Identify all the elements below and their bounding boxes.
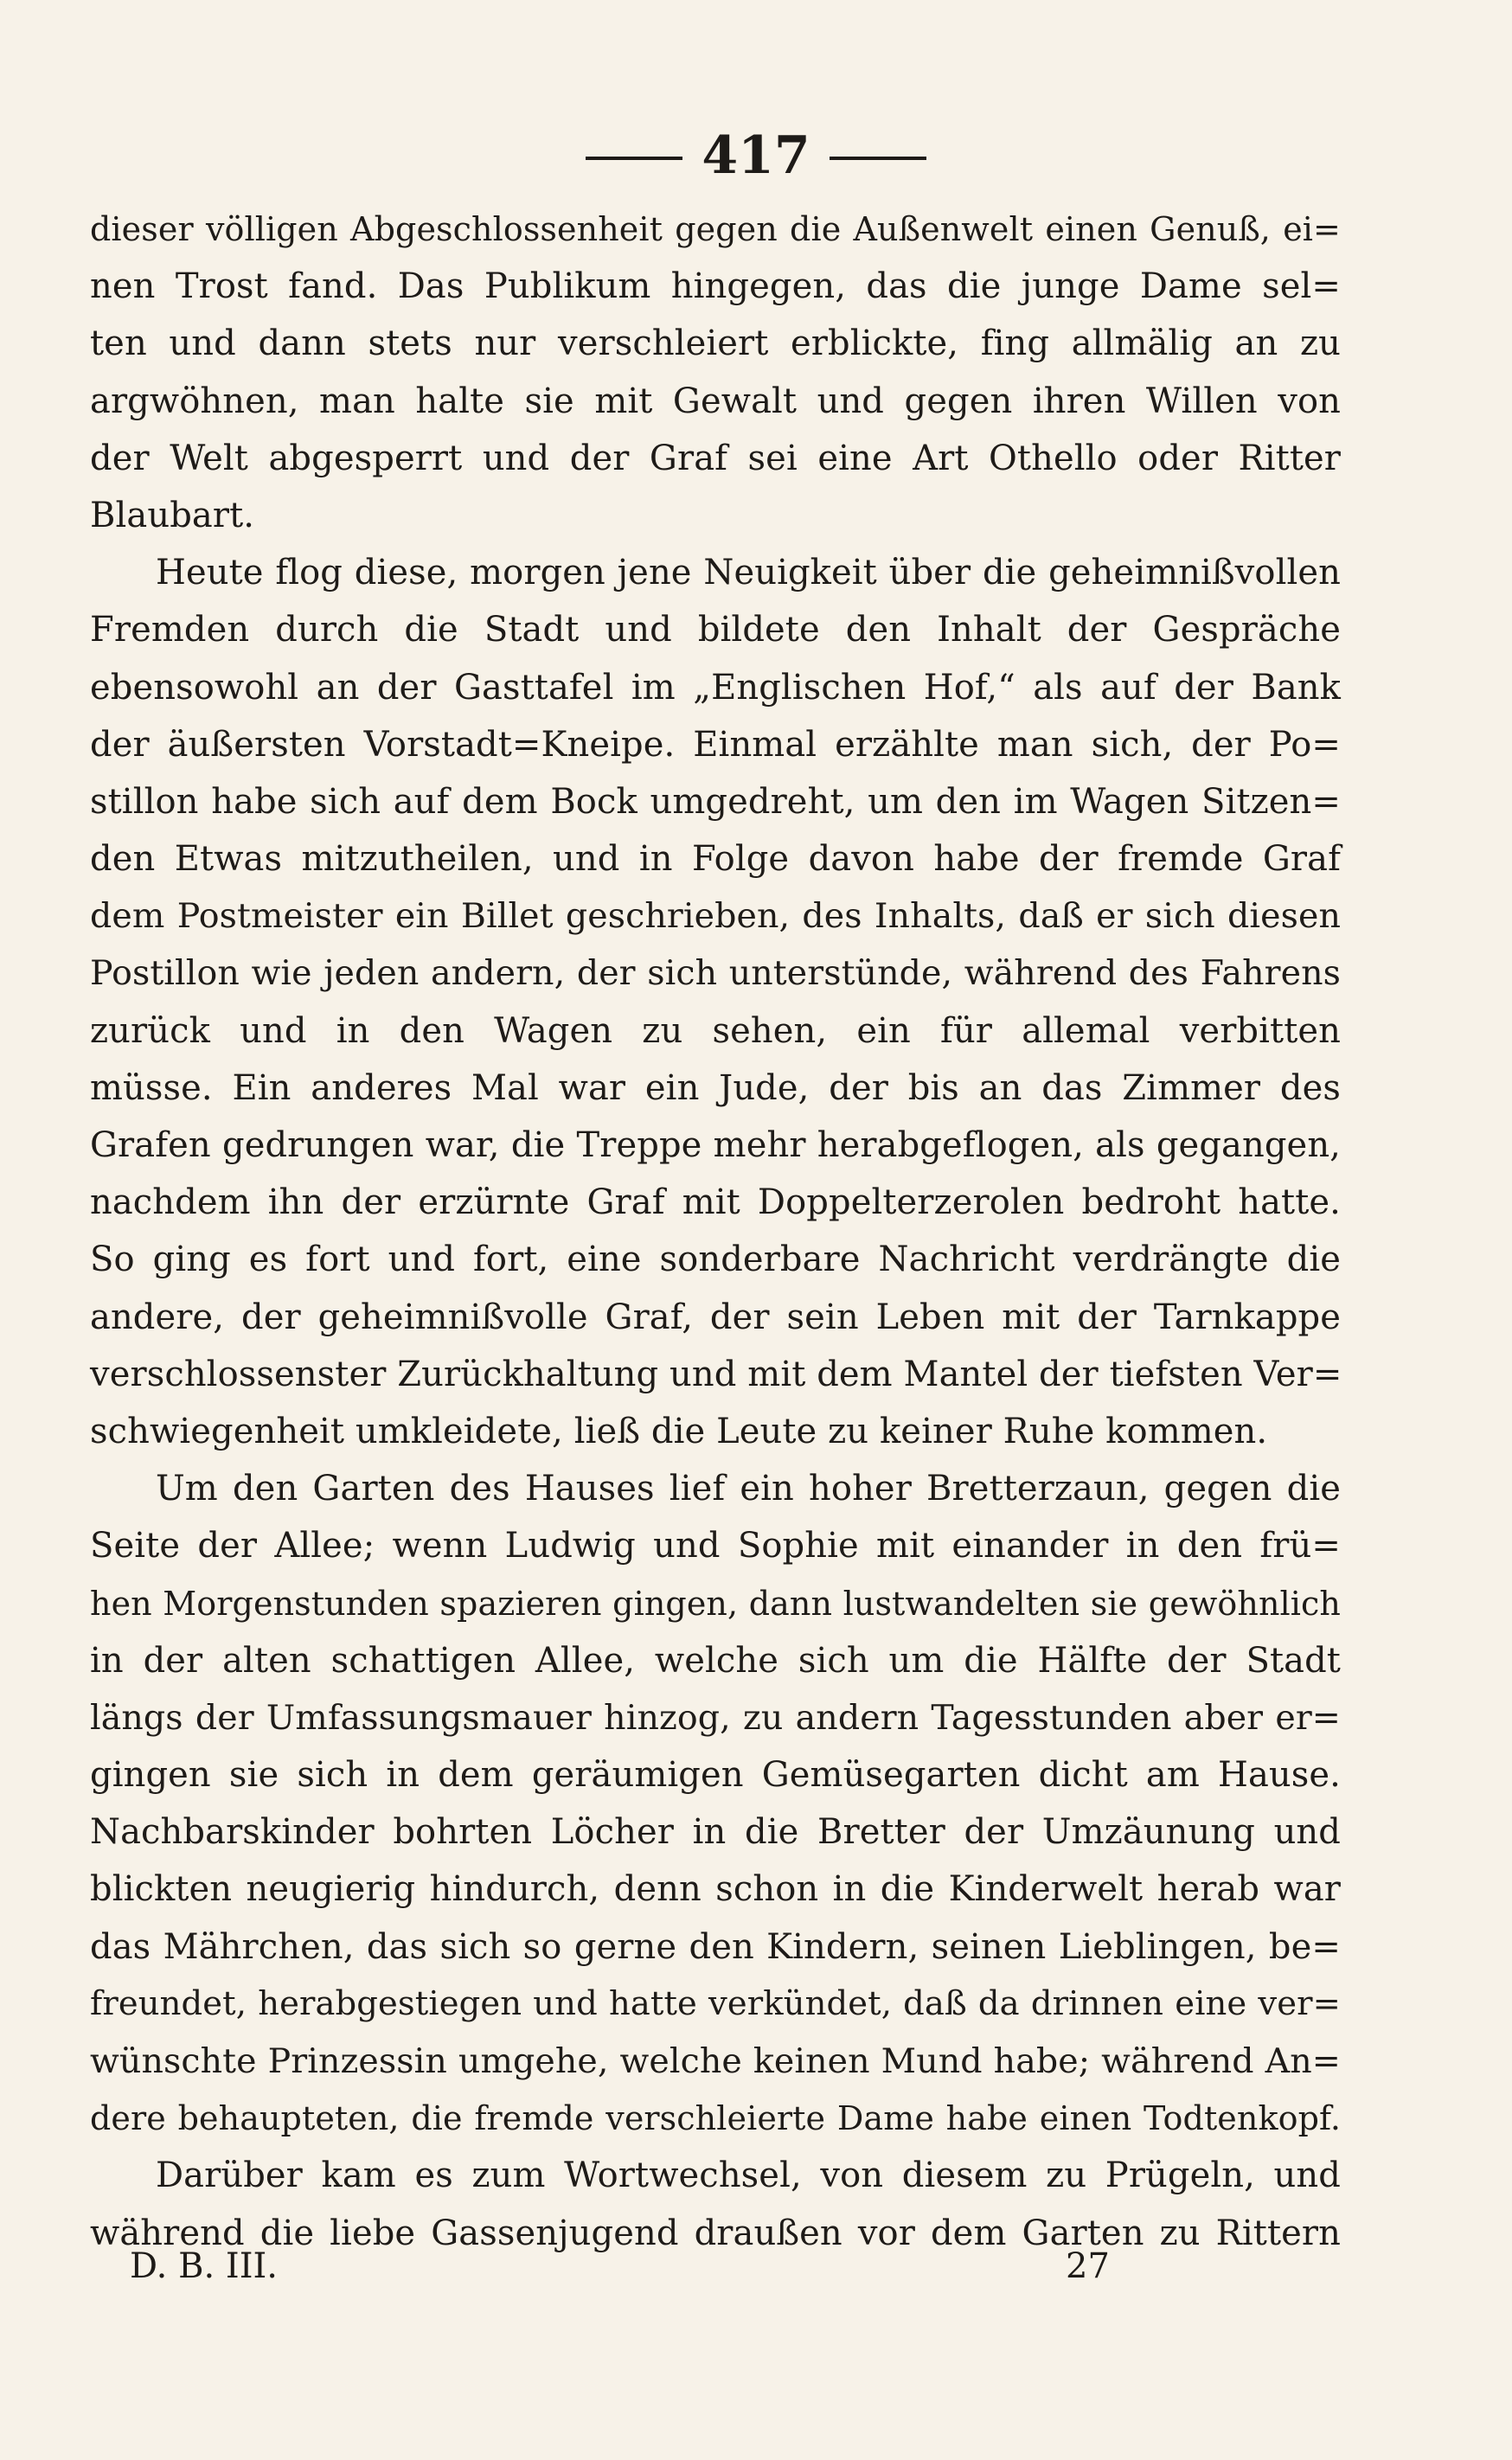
- text-line: Um den Garten des Hauses lief ein hoher Bretterzaun, gegen die: [156, 1469, 1341, 1509]
- text-line: stillon habe sich auf dem Bock umgedreht, um den im Wagen Sitzen=: [90, 781, 1341, 822]
- page-header: [0, 125, 1512, 186]
- text-line: zurück und in den Wagen zu sehen, ein für allemal verbitten: [90, 1010, 1341, 1051]
- text-line: dem Postmeister ein Billet geschrieben, des Inhalts, daß er sich diesen: [90, 896, 1341, 937]
- signature-number: 27: [1066, 2246, 1110, 2286]
- page-footer: [90, 2240, 1341, 2292]
- text-line: müsse. Ein anderes Mal war ein Jude, der bis an das Zimmer des: [90, 1067, 1341, 1108]
- text-line: Fremden durch die Stadt und bildete den Inhalt der Gespräche: [90, 610, 1341, 650]
- text-line: längs der Umfassungsmauer hinzog, zu andern Tagesstunden aber er=: [90, 1697, 1341, 1738]
- text-line: nen Trost fand. Das Publikum hingegen, das die junge Dame sel=: [90, 266, 1341, 307]
- text-line: wünschte Prinzessin umgehe, welche keinen Mund habe; während An=: [90, 2041, 1341, 2081]
- text-line: den Etwas mitzutheilen, und in Folge davon habe der fremde Graf: [90, 839, 1341, 880]
- text-line: nachdem ihn der erzürnte Graf mit Doppelterzerolen bedroht hatte.: [90, 1182, 1341, 1223]
- text-line: Seite der Allee; wenn Ludwig und Sophie mit einander in den frü=: [90, 1526, 1341, 1566]
- text-line: hen Morgenstunden spazieren gingen, dann lustwandelten sie gewöhnlich: [90, 1584, 1341, 1623]
- text-line: argwöhnen, man halte sie mit Gewalt und gegen ihren Willen von: [90, 381, 1341, 421]
- text-line: schwiegenheit umkleidete, ließ die Leute zu keiner Ruhe kommen.: [90, 1411, 1268, 1451]
- text-line: der äußersten Vorstadt=Kneipe. Einmal erzählte man sich, der Po=: [90, 724, 1341, 765]
- text-line: Grafen gedrungen war, die Treppe mehr herabgeflogen, als gegangen,: [90, 1125, 1341, 1165]
- header-rule-left: [586, 157, 682, 160]
- text-line: blickten neugierig hindurch, denn schon in die Kinderwelt herab war: [90, 1869, 1341, 1910]
- text-line: dere behaupteten, die fremde verschleierte Dame habe einen Todtenkopf.: [90, 2099, 1341, 2138]
- text-line: in der alten schattigen Allee, welche sich um die Hälfte der Stadt: [90, 1640, 1341, 1681]
- text-line: gingen sie sich in dem geräumigen Gemüsegarten dicht am Hause.: [90, 1755, 1341, 1796]
- text-line: freundet, herabgestiegen und hatte verkündet, daß da drinnen eine ver=: [90, 1983, 1341, 2023]
- text-line: Darüber kam es zum Wortwechsel, von diesem zu Prügeln, und: [156, 2156, 1341, 2196]
- text-line: ten und dann stets nur verschleiert erblickte, fing allmälig an zu: [90, 324, 1341, 364]
- text-line: der Welt abgesperrt und der Graf sei eine Art Othello oder Ritter: [90, 438, 1341, 478]
- text-line: das Mährchen, das sich so gerne den Kindern, seinen Lieblingen, be=: [90, 1926, 1341, 1967]
- text-line: Postillon wie jeden andern, der sich unterstünde, während des Fahrens: [90, 953, 1341, 994]
- text-line: verschlossenster Zurückhaltung und mit dem Mantel der tiefsten Ver=: [90, 1354, 1342, 1394]
- body-text: [90, 201, 1341, 2262]
- signature-mark: D. B. III.: [130, 2246, 279, 2286]
- text-line: So ging es fort und fort, eine sonderbare Nachricht verdrängte die: [90, 1240, 1341, 1280]
- text-line: andere, der geheimnißvolle Graf, der sein Leben mit der Tarnkappe: [90, 1297, 1341, 1337]
- text-line: Blaubart.: [90, 495, 255, 535]
- header-rule-right: [830, 157, 926, 160]
- text-line: Heute flog diese, morgen jene Neuigkeit über die geheimnißvollen: [156, 553, 1341, 593]
- text-line: Nachbarskinder bohrten Löcher in die Bretter der Umzäunung und: [90, 1812, 1341, 1853]
- text-line: dieser völligen Abgeschlossenheit gegen die Außenwelt einen Genuß, ei=: [90, 210, 1341, 248]
- text-line: ebensowohl an der Gasttafel im „Englischen Hof,“ als auf der Bank: [90, 667, 1341, 708]
- text-line: während die liebe Gassenjugend draußen vor dem Garten zu Rittern: [90, 2213, 1341, 2253]
- page-number: 417: [702, 125, 810, 186]
